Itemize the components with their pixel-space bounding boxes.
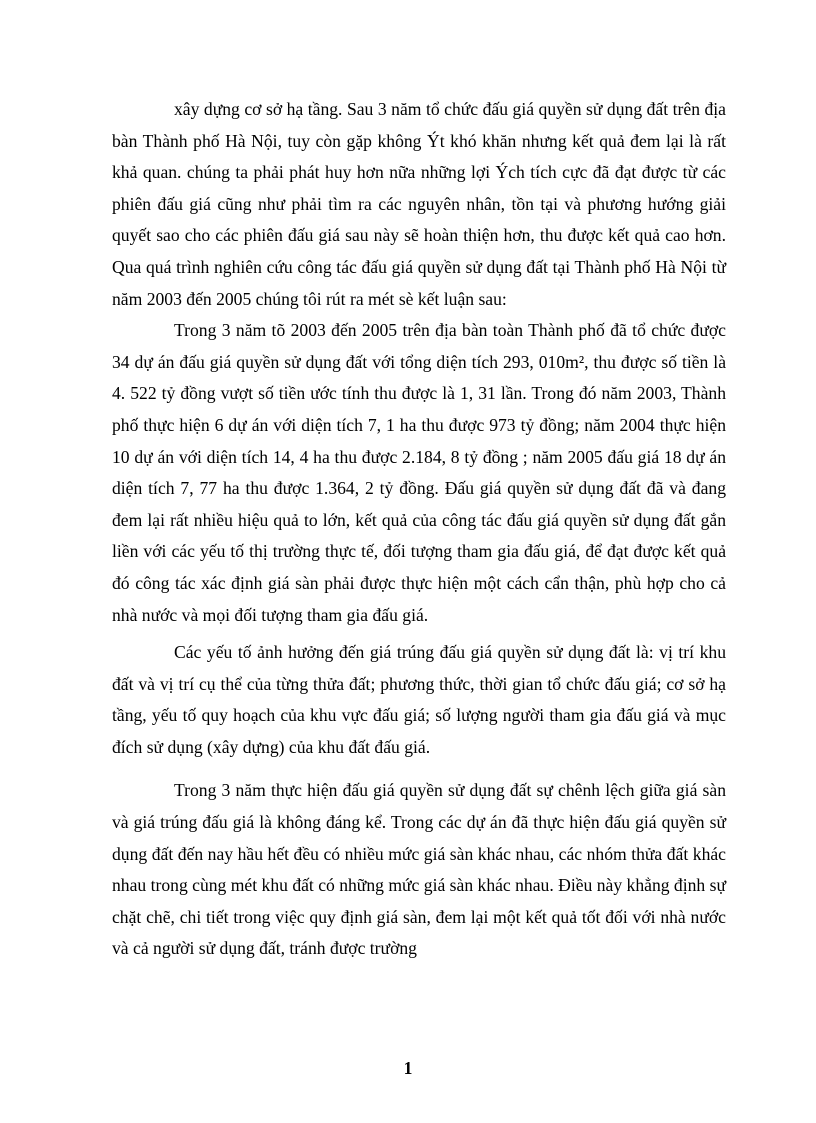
paragraph-4: Trong 3 năm thực hiện đấu giá quyền sử dụng đất sự chênh lệch giữa giá sàn và giá trúng đấu giá là không đáng kể. Trong các dự án đã thực hiện đấu giá quyền sử dụng đất đến nay hầu hết đều có nhiều mức giá sàn khác nhau, các nhóm thửa đất khác nhau trong cùng mét khu đất có những mức giá sàn khác nhau. Điều này khẳng định sự chặt chẽ, chi tiết trong việc quy định giá sàn, đem lại một kết quả tốt đối với nhà nước và cả người sử dụng đất, tránh được trường: [112, 780, 726, 959]
body-text: [112, 94, 726, 965]
paragraph-3: Các yếu tố ảnh hưởng đến giá trúng đấu giá quyền sử dụng đất là: vị trí khu đất và vị trí cụ thể của từng thửa đất; phương thức, thời gian tổ chức đấu giá; cơ sở hạ tầng, yếu tố quy hoạch của khu vực đấu giá; số lượng người tham gia đấu giá và mục đích sử dụng (xây dựng) của khu đất đấu giá.: [112, 642, 726, 757]
page-number: 1: [403, 1058, 413, 1078]
paragraph-1: xây dựng cơ sở hạ tầng. Sau 3 năm tổ chức đấu giá quyền sử dụng đất trên địa bàn Thành phố Hà Nội, tuy còn gặp không Ýt khó khăn nhưng kết quả đem lại là rất khả quan. chúng ta phải phát huy hơn nữa những lợi Ých tích cực đã đạt được từ các phiên đấu giá cũng như phải tìm ra các nguyên nhân, tồn tại và phương hướng giải quyết sao cho các phiên đấu giá sau này sẽ hoàn thiện hơn, thu được kết quả cao hơn. Qua quá trình nghiên cứu công tác đấu giá quyền sử dụng đất tại Thành phố Hà Nội từ năm 2003 đến 2005 chúng tôi rút ra mét sè kết luận sau:: [112, 99, 726, 309]
paragraph-2: Trong 3 năm tõ 2003 đến 2005 trên địa bàn toàn Thành phố đã tổ chức được 34 dự án đấu giá quyền sử dụng đất với tổng diện tích 293, 010m², thu được số tiền là 4. 522 tỷ đồng vượt số tiền ước tính thu được là 1, 31 lần. Trong đó năm 2003, Thành phố thực hiện 6 dự án với diện tích 7, 1 ha thu được 973 tỷ đồng; năm 2004 thực hiện 10 dự án với diện tích 14, 4 ha thu được 2.184, 8 tỷ đồng ; năm 2005 đấu giá 18 dự án diện tích 7, 77 ha thu được 1.364, 2 tỷ đồng. Đấu giá quyền sử dụng đất đã và đang đem lại rất nhiều hiệu quả to lớn, kết quả của công tác đấu giá quyền sử dụng đất gắn liền với các yếu tố thị trường thực tế, đối tượng tham gia đấu giá, để đạt được kết quả đó công tác xác định giá sàn phải được thực hiện một cách cẩn thận, phù hợp cho cả nhà nước và mọi đối tượng tham gia đấu giá.: [112, 320, 726, 625]
